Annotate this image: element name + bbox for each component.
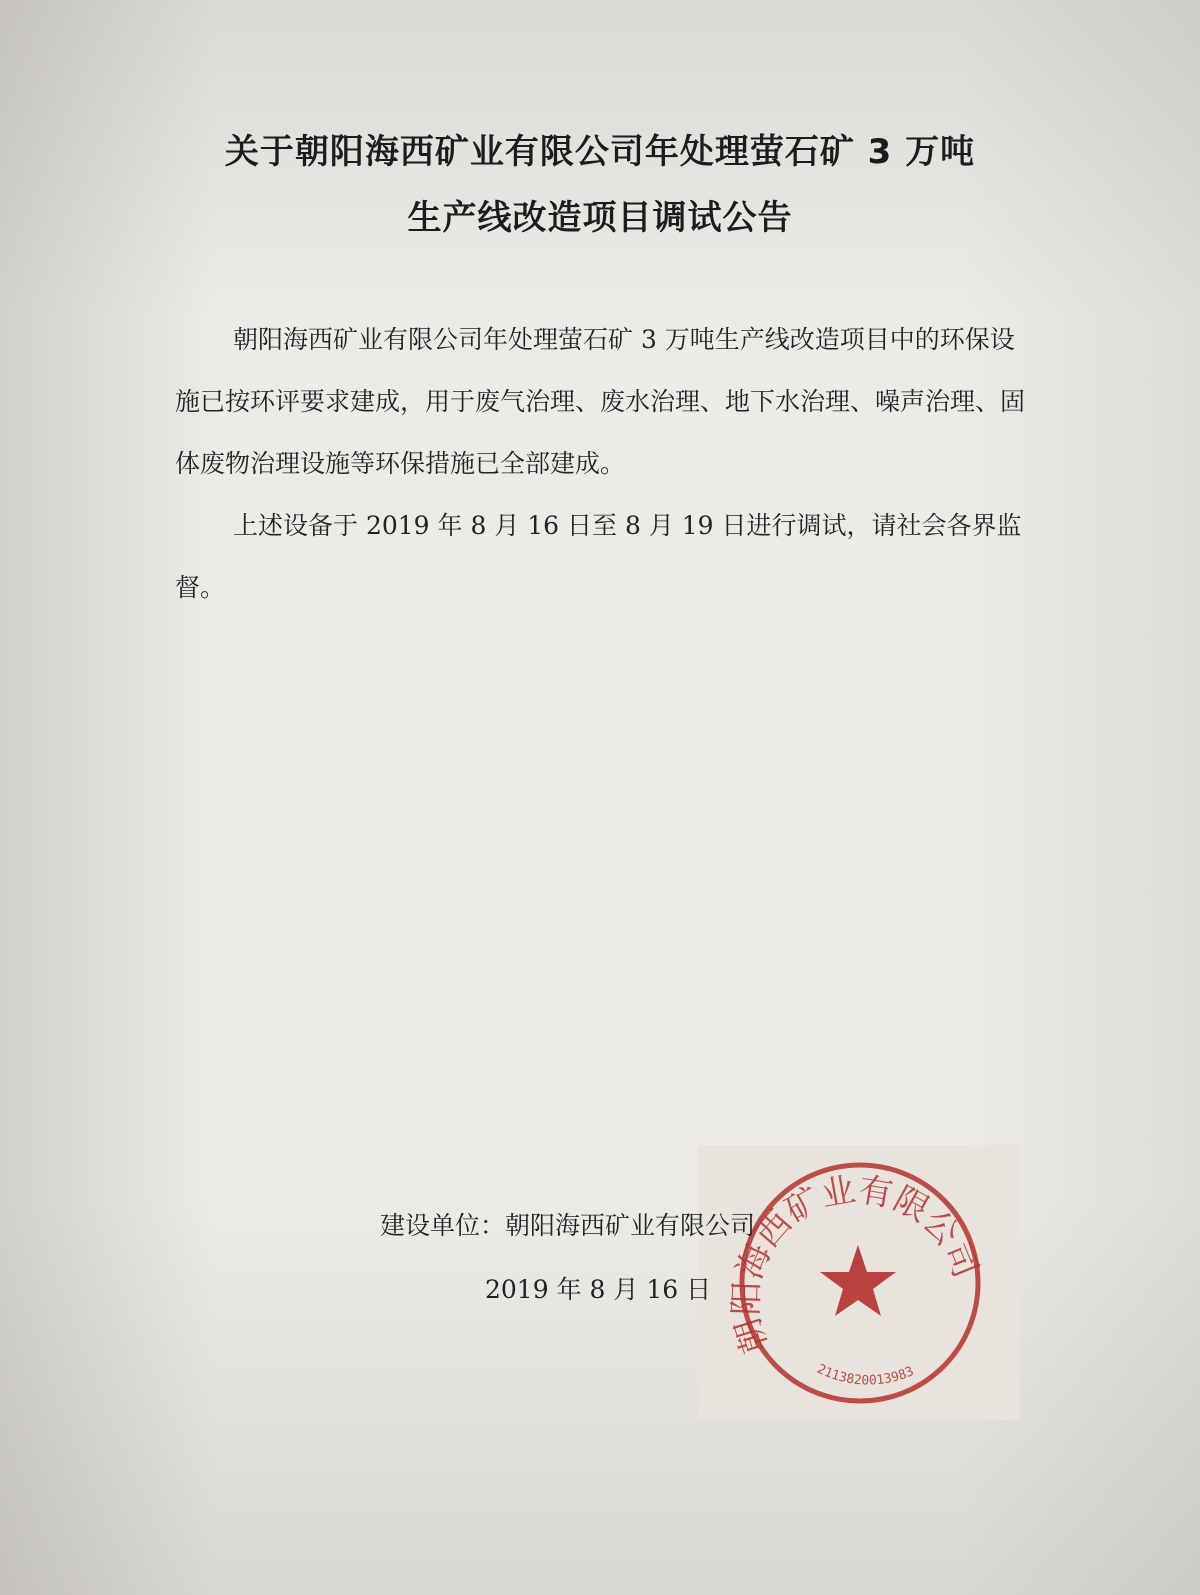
signature-date: 2019 年 8 月 16 日 xyxy=(485,1275,712,1304)
document-title-line2: 生产线改造项目调试公告 xyxy=(407,198,793,238)
body-paragraph-1: 朝阳海西矿业有限公司年处理萤石矿 3 万吨生产线改造项目中的环保设施已按环评要求建成，用于废气治理、废水治理、地下水治理、噪声治理、固体废物治理设施等环保措施已全部建成。 xyxy=(175,325,1026,478)
company-seal xyxy=(698,1145,1020,1420)
seal-star-icon xyxy=(820,1245,896,1316)
seal-ring-text: 朝阳海西矿业有限公司 xyxy=(726,1169,986,1358)
company-seal-graphic xyxy=(698,1145,1020,1420)
signature-unit: 建设单位：朝阳海西矿业有限公司 xyxy=(380,1211,756,1240)
body-paragraph-2: 上述设备于 2019 年 8 月 16 日至 8 月 19 日进行调试，请社会各界监督。 xyxy=(175,511,1022,602)
seal-code-text: 2113820013983 xyxy=(814,1361,917,1389)
document-title-line1: 关于朝阳海西矿业有限公司年处理萤石矿 3 万吨 xyxy=(224,132,976,172)
